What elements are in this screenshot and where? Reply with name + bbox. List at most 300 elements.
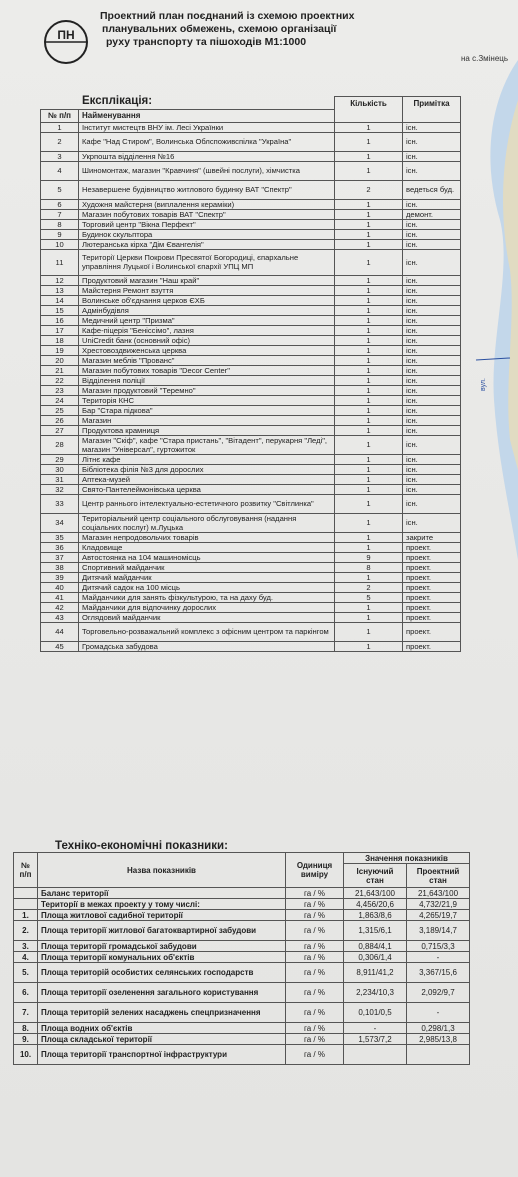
row-indicator-name: Площа водних об'єктів (38, 1023, 286, 1034)
row-note: існ. (403, 474, 461, 484)
row-number: 30 (41, 464, 79, 474)
row-quantity: 1 (335, 345, 403, 355)
row-note: існ. (403, 151, 461, 161)
explication-table (40, 96, 461, 652)
row-number: 10 (41, 239, 79, 249)
table-row (41, 375, 461, 385)
row-name: Майданчики для відпочинку дорослих (79, 602, 335, 612)
row-existing-value: 4,456/20,6 (344, 899, 407, 910)
row-number: 3. (14, 941, 38, 952)
table-row (41, 425, 461, 435)
row-name: Шиномонтаж, магазин "Кравчиня" (швейні послуги), хімчистка (79, 161, 335, 180)
table-row (41, 325, 461, 335)
table-row (41, 641, 461, 651)
row-unit: га / % (286, 1045, 344, 1065)
row-quantity: 2 (335, 582, 403, 592)
row-note: демонт. (403, 209, 461, 219)
row-quantity: 1 (335, 365, 403, 375)
row-name: Громадська забудова (79, 641, 335, 651)
map-fragment (470, 40, 518, 600)
row-project-value: - (407, 952, 470, 963)
row-name: Інститут мистецтв ВНУ ім. Лесі Українки (79, 122, 335, 132)
table-row (41, 474, 461, 484)
table-row (41, 209, 461, 219)
explication-body (41, 122, 461, 651)
row-number: 7. (14, 1003, 38, 1023)
row-quantity: 1 (335, 415, 403, 425)
row-name: Автостоянка на 104 машиномісць (79, 552, 335, 562)
table-row (41, 494, 461, 513)
row-name: Бар "Стара підкова" (79, 405, 335, 415)
row-unit: га / % (286, 1003, 344, 1023)
table-row (41, 552, 461, 562)
table-row (41, 415, 461, 425)
row-name: Відділення поліції (79, 375, 335, 385)
table-row (41, 532, 461, 542)
row-quantity: 1 (335, 395, 403, 405)
row-name: Магазин побутових товарів "Decor Center" (79, 365, 335, 375)
row-quantity: 1 (335, 435, 403, 454)
row-quantity: 1 (335, 219, 403, 229)
row-quantity: 1 (335, 132, 403, 151)
row-number: 6 (41, 199, 79, 209)
row-note: ведеться буд. (403, 180, 461, 199)
row-quantity: 1 (335, 209, 403, 219)
tech-table (13, 852, 470, 1065)
row-quantity: 1 (335, 285, 403, 295)
row-note: існ. (403, 325, 461, 335)
row-quantity: 1 (335, 425, 403, 435)
row-number: 14 (41, 295, 79, 305)
row-note: існ. (403, 395, 461, 405)
row-note: існ. (403, 484, 461, 494)
row-number: 17 (41, 325, 79, 335)
row-number: 45 (41, 641, 79, 651)
table-row (41, 275, 461, 285)
row-number: 36 (41, 542, 79, 552)
row-quantity: 1 (335, 295, 403, 305)
row-number: 10. (14, 1045, 38, 1065)
row-note: існ. (403, 199, 461, 209)
table-row (41, 435, 461, 454)
table-row (41, 305, 461, 315)
row-note: існ. (403, 425, 461, 435)
row-project-value: 2,092/9,7 (407, 983, 470, 1003)
row-number: 11 (41, 249, 79, 275)
row-quantity: 1 (335, 305, 403, 315)
row-unit: га / % (286, 888, 344, 899)
row-name: Продуктова крамниця (79, 425, 335, 435)
row-name: Бібліотека філія №3 для дорослих (79, 464, 335, 474)
row-name: UniCredit банк (основний офіс) (79, 335, 335, 345)
tech-col-num-header: № п/п (14, 853, 38, 888)
table-row (41, 454, 461, 464)
row-quantity: 1 (335, 229, 403, 239)
row-number: 6. (14, 983, 38, 1003)
row-note: існ. (403, 385, 461, 395)
row-name: Оглядовий майданчик (79, 612, 335, 622)
row-quantity: 1 (335, 513, 403, 532)
row-name: Кафе-піцерія "Беніссімо", лазня (79, 325, 335, 335)
row-quantity: 2 (335, 180, 403, 199)
row-name: Літнє кафе (79, 454, 335, 464)
row-note: проект. (403, 612, 461, 622)
col-qty-header: Кількість (335, 97, 403, 110)
table-row (41, 562, 461, 572)
table-row (41, 513, 461, 532)
row-note: існ. (403, 513, 461, 532)
table-row (41, 582, 461, 592)
row-note: існ. (403, 305, 461, 315)
table-row (14, 888, 470, 899)
row-number: 25 (41, 405, 79, 415)
row-indicator-name: Площа території комунальних об'єктів (38, 952, 286, 963)
row-name: Магазин продуктовий "Теремно" (79, 385, 335, 395)
row-name: Продуктовий магазин "Наш край" (79, 275, 335, 285)
table-row (41, 161, 461, 180)
row-project-value: 3,189/14,7 (407, 921, 470, 941)
row-project-value: - (407, 1003, 470, 1023)
tech-body (14, 888, 470, 1065)
title-line: планувальних обмежень, схемою організації (102, 23, 337, 35)
row-number: 29 (41, 454, 79, 464)
row-number: 26 (41, 415, 79, 425)
row-quantity: 1 (335, 602, 403, 612)
explication-header-row (41, 109, 461, 122)
row-quantity: 1 (335, 151, 403, 161)
table-row (41, 285, 461, 295)
tech-col-unit-header: Одиниця виміру (286, 853, 344, 888)
row-name: Адмінбудівля (79, 305, 335, 315)
row-number: 28 (41, 435, 79, 454)
row-number: 2. (14, 921, 38, 941)
row-quantity: 1 (335, 122, 403, 132)
row-quantity: 1 (335, 275, 403, 285)
row-project-value: 2,985/13,8 (407, 1034, 470, 1045)
row-note: проект. (403, 572, 461, 582)
row-note: існ. (403, 239, 461, 249)
row-number: 1 (41, 122, 79, 132)
row-number: 19 (41, 345, 79, 355)
row-existing-value: 0,101/0,5 (344, 1003, 407, 1023)
row-name: Магазин непродовольчих товарів (79, 532, 335, 542)
row-note: існ. (403, 375, 461, 385)
row-number (14, 899, 38, 910)
row-number: 34 (41, 513, 79, 532)
row-quantity: 1 (335, 199, 403, 209)
row-number: 4. (14, 952, 38, 963)
tech-col-project-header: Проектний стан (407, 864, 470, 888)
row-name: Будинок скульптора (79, 229, 335, 239)
table-row (41, 365, 461, 375)
title-line: руху транспорту та пішоходів М1:1000 (106, 36, 307, 48)
row-existing-value: - (344, 1023, 407, 1034)
table-row (41, 229, 461, 239)
row-number: 24 (41, 395, 79, 405)
row-number: 41 (41, 592, 79, 602)
table-row (41, 151, 461, 161)
row-number: 8 (41, 219, 79, 229)
row-number: 23 (41, 385, 79, 395)
row-quantity: 5 (335, 592, 403, 602)
row-indicator-name: Площа території озеленення загального користування (38, 983, 286, 1003)
row-number: 5. (14, 963, 38, 983)
row-note: проект. (403, 602, 461, 612)
row-number (14, 888, 38, 899)
row-quantity: 1 (335, 249, 403, 275)
row-unit: га / % (286, 910, 344, 921)
table-row (14, 983, 470, 1003)
row-quantity: 1 (335, 315, 403, 325)
row-name: Магазин побутових товарів ВАТ "Спектр" (79, 209, 335, 219)
table-row (14, 921, 470, 941)
row-number: 1. (14, 910, 38, 921)
row-name: Художня майстерня (виплалення кераміки) (79, 199, 335, 209)
row-note: існ. (403, 365, 461, 375)
row-number: 5 (41, 180, 79, 199)
row-note: проект. (403, 582, 461, 592)
table-row (41, 132, 461, 151)
table-row (41, 122, 461, 132)
row-note: існ. (403, 229, 461, 239)
row-name: Дитячий майданчик (79, 572, 335, 582)
table-row (14, 910, 470, 921)
row-number: 40 (41, 582, 79, 592)
table-row (14, 963, 470, 983)
row-project-value: 4,732/21,9 (407, 899, 470, 910)
row-quantity: 1 (335, 484, 403, 494)
tech-header-row (14, 853, 470, 864)
row-indicator-name: Площа території транспортної інфраструктури (38, 1045, 286, 1065)
row-number: 39 (41, 572, 79, 582)
row-name: Магазин (79, 415, 335, 425)
row-project-value: 0,715/3,3 (407, 941, 470, 952)
table-row (41, 180, 461, 199)
row-quantity: 1 (335, 572, 403, 582)
row-project-value: 3,367/15,6 (407, 963, 470, 983)
row-number: 20 (41, 355, 79, 365)
row-project-value: 4,265/19,7 (407, 910, 470, 921)
row-name: Медичний центр "Призма" (79, 315, 335, 325)
row-note: існ. (403, 122, 461, 132)
row-name: Спортивний майданчик (79, 562, 335, 572)
row-note: проект. (403, 622, 461, 641)
row-quantity: 1 (335, 641, 403, 651)
row-number: 42 (41, 602, 79, 612)
row-quantity: 1 (335, 375, 403, 385)
table-row (41, 592, 461, 602)
table-row (41, 572, 461, 582)
row-quantity: 9 (335, 552, 403, 562)
table-row (41, 239, 461, 249)
row-unit: га / % (286, 952, 344, 963)
row-name: Укрпошта відділення №16 (79, 151, 335, 161)
row-quantity: 1 (335, 385, 403, 395)
row-name: Кладовище (79, 542, 335, 552)
row-name: Волинське об'єднання церков ЄХБ (79, 295, 335, 305)
row-existing-value: 0,306/1,4 (344, 952, 407, 963)
row-unit: га / % (286, 1023, 344, 1034)
row-number: 4 (41, 161, 79, 180)
row-project-value: 21,643/100 (407, 888, 470, 899)
row-name: Незавершене будівництво житлового будинку ВАТ "Спектр" (79, 180, 335, 199)
row-note: існ. (403, 161, 461, 180)
row-existing-value: 21,643/100 (344, 888, 407, 899)
row-note: існ. (403, 285, 461, 295)
row-quantity: 1 (335, 239, 403, 249)
logo-icon (42, 18, 90, 66)
row-unit: га / % (286, 921, 344, 941)
row-note: існ. (403, 435, 461, 454)
tech-col-name-header: Назва показників (38, 853, 286, 888)
row-quantity: 1 (335, 494, 403, 513)
row-unit: га / % (286, 1034, 344, 1045)
row-number: 33 (41, 494, 79, 513)
title-line: Проектний план поєднаний із схемою проектних (100, 10, 355, 22)
table-row (14, 952, 470, 963)
row-note: проект. (403, 562, 461, 572)
page-title (100, 10, 400, 49)
table-row (41, 405, 461, 415)
table-row (41, 542, 461, 552)
col-num-header: № п/п (41, 109, 79, 122)
row-number: 3 (41, 151, 79, 161)
row-note: існ. (403, 415, 461, 425)
table-row (41, 602, 461, 612)
row-number: 18 (41, 335, 79, 345)
row-name: Кафе "Над Стиром", Волинська Облспоживспілка "Україна" (79, 132, 335, 151)
table-row (41, 249, 461, 275)
table-row (41, 622, 461, 641)
table-row (14, 1023, 470, 1034)
row-indicator-name: Площа складської території (38, 1034, 286, 1045)
table-row (41, 345, 461, 355)
col-note-header-cont (403, 109, 461, 122)
table-row (41, 612, 461, 622)
row-number: 8. (14, 1023, 38, 1034)
tech-col-values-header: Значення показників (344, 853, 470, 864)
table-row (41, 484, 461, 494)
row-project-value: 0,298/1,3 (407, 1023, 470, 1034)
row-name: Свято-Пантелеймонівська церква (79, 484, 335, 494)
table-row (41, 295, 461, 305)
row-name: Територіальний центр соціального обслуговування (надання соціальних послуг) м.Луцька (79, 513, 335, 532)
col-name-header: Найменування (79, 109, 335, 122)
tech-col-existing-header: Існуючий стан (344, 864, 407, 888)
row-quantity: 1 (335, 612, 403, 622)
tech-title: Техніко-економічні показники: (55, 840, 228, 852)
row-number: 35 (41, 532, 79, 542)
row-number: 9 (41, 229, 79, 239)
row-name: Хрестовоздвиженська церква (79, 345, 335, 355)
row-existing-value: 8,911/41,2 (344, 963, 407, 983)
row-quantity: 1 (335, 532, 403, 542)
row-name: Аптека-музей (79, 474, 335, 484)
table-row (41, 219, 461, 229)
row-quantity: 1 (335, 335, 403, 345)
row-number: 12 (41, 275, 79, 285)
row-number: 15 (41, 305, 79, 315)
row-note: існ. (403, 454, 461, 464)
row-number: 44 (41, 622, 79, 641)
row-indicator-name: Площа територій зелених насаджень спецпризначення (38, 1003, 286, 1023)
row-name: Дитячий садок на 100 місць (79, 582, 335, 592)
row-number: 38 (41, 562, 79, 572)
row-existing-value: 0,884/4,1 (344, 941, 407, 952)
row-number: 22 (41, 375, 79, 385)
row-note: існ. (403, 275, 461, 285)
row-quantity: 1 (335, 405, 403, 415)
table-row (41, 335, 461, 345)
row-indicator-name: Площа територій особистих селянських господарств (38, 963, 286, 983)
row-existing-value: 1,315/6,1 (344, 921, 407, 941)
row-indicator-name: Площа житлової садибної території (38, 910, 286, 921)
row-note: існ. (403, 249, 461, 275)
explication-spacer-row (41, 97, 461, 110)
row-unit: га / % (286, 983, 344, 1003)
col-note-header: Примітка (403, 97, 461, 110)
row-note: існ. (403, 405, 461, 415)
row-quantity: 1 (335, 474, 403, 484)
row-unit: га / % (286, 941, 344, 952)
row-note: існ. (403, 219, 461, 229)
table-row (41, 315, 461, 325)
row-note: існ. (403, 494, 461, 513)
row-indicator-name: Території в межах проекту у тому числі: (38, 899, 286, 910)
row-existing-value: 2,234/10,3 (344, 983, 407, 1003)
explication-title: Експлікація: (82, 95, 153, 107)
table-row (14, 1034, 470, 1045)
row-name: Територія КНС (79, 395, 335, 405)
row-number: 9. (14, 1034, 38, 1045)
row-existing-value (344, 1045, 407, 1065)
row-quantity: 1 (335, 622, 403, 641)
row-note: існ. (403, 295, 461, 305)
row-note: закрите (403, 532, 461, 542)
row-existing-value: 1,863/8,6 (344, 910, 407, 921)
table-row (14, 899, 470, 910)
row-quantity: 1 (335, 355, 403, 365)
row-unit: га / % (286, 963, 344, 983)
row-name: Магазин меблів "Прованс" (79, 355, 335, 365)
row-name: Центр раннього інтелектуально-естетичного розвитку "Світлинка" (79, 494, 335, 513)
row-number: 32 (41, 484, 79, 494)
map-note: на с.Змінець (461, 54, 509, 63)
row-number: 2 (41, 132, 79, 151)
row-indicator-name: Площа території громадської забудови (38, 941, 286, 952)
row-number: 43 (41, 612, 79, 622)
row-name: Магазин "Скіф", кафе "Стара пристань", "Вітадент", перукарня "Леді", магазин "Універсал", гуртожиток (79, 435, 335, 454)
row-name: Торговельно-розважальний комплекс з офісним центром та паркінгом (79, 622, 335, 641)
row-note: проект. (403, 641, 461, 651)
row-name: Території Церкви Покрови Пресвятої Богородиці, єпархальне управління Луцької і Волинської єпархії УПЦ МП (79, 249, 335, 275)
row-name: Лютеранська кірха "Дім Євангелія" (79, 239, 335, 249)
table-row (41, 385, 461, 395)
row-name: Майданчики для занять фізкультурою, та на даху буд. (79, 592, 335, 602)
row-number: 7 (41, 209, 79, 219)
row-name: Майстерня Ремонт взуття (79, 285, 335, 295)
svg-text:ПН: ПН (57, 28, 75, 42)
table-row (41, 395, 461, 405)
row-quantity: 1 (335, 454, 403, 464)
row-quantity: 1 (335, 325, 403, 335)
row-note: існ. (403, 345, 461, 355)
row-quantity: 1 (335, 161, 403, 180)
row-name: Торговий центр "Вікна Перфект" (79, 219, 335, 229)
row-unit: га / % (286, 899, 344, 910)
row-note: існ. (403, 315, 461, 325)
row-indicator-name: Баланс території (38, 888, 286, 899)
